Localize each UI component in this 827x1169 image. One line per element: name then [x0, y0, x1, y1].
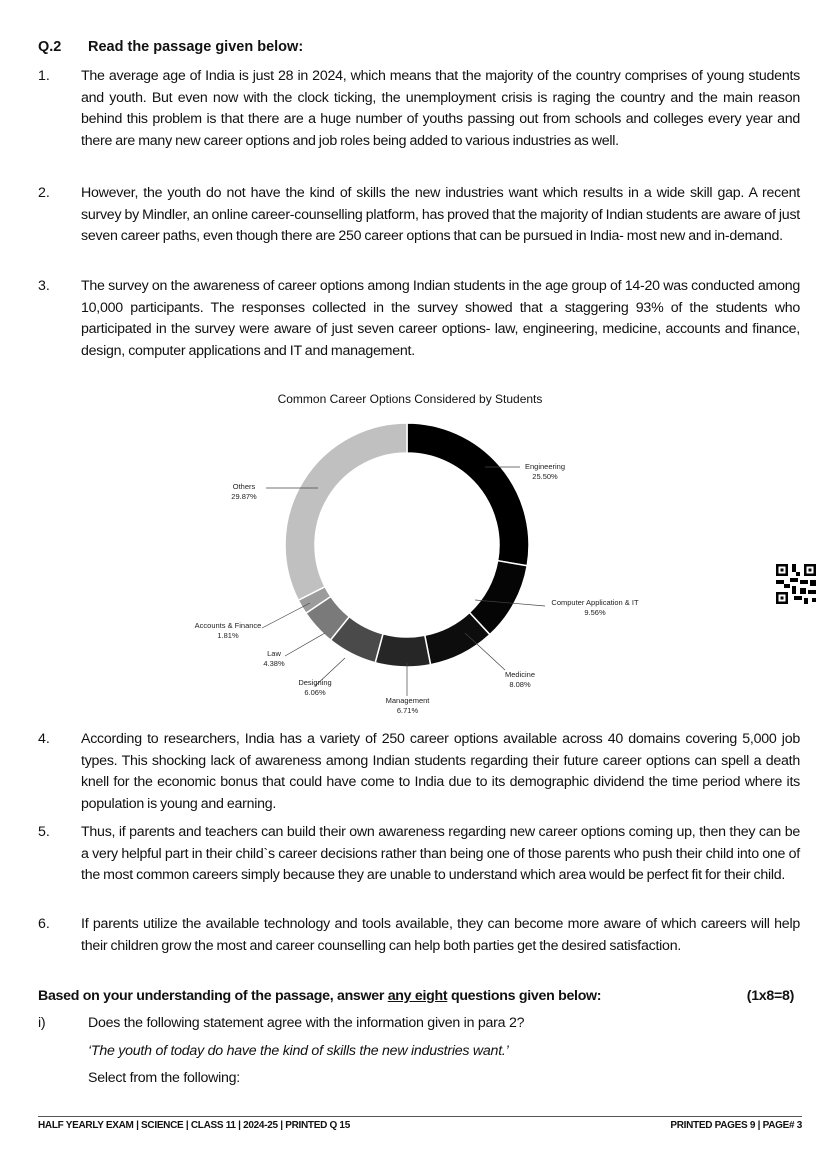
- paragraph-3: [38, 276, 800, 362]
- paragraph-number: 2.: [38, 185, 50, 201]
- question-number: Q.2: [38, 39, 62, 55]
- marks: (1x8=8): [746, 988, 794, 1004]
- chart-title: Common Career Options Considered by Students: [277, 392, 543, 406]
- label-management: Management 6.71%: [385, 696, 430, 715]
- sub-question-number: i): [38, 1015, 46, 1031]
- paragraph-number: 5.: [38, 824, 50, 840]
- emphasis-any-eight: any eight: [387, 988, 448, 1004]
- question-title: Read the passage given below:: [88, 39, 304, 55]
- paragraph-text: The survey on the awareness of career options among Indian students in the age group of 14-20 was conducted among 10,000 participants. The responses collected in the survey showed that a staggering 93% of the students who participated in the survey were aware of just seven career options- law, engineering, medicine, accounts and finance, design, computer applications and IT and management.: [81, 278, 800, 359]
- donut-segment: [407, 423, 529, 566]
- instructions: Based on your understanding of the passage, answer any eight questions given below: (1x8=8): [38, 988, 794, 1004]
- footer-left: HALF YEARLY EXAM | SCIENCE | CLASS 11 | 2024-25 | PRINTED Q 15: [38, 1120, 350, 1131]
- paragraph-number: 3.: [38, 278, 50, 294]
- sub-question-quote-row: [38, 1043, 798, 1059]
- paragraph-text: According to researchers, India has a variety of 250 career options available across 40 domains covering 5,000 job types. This shocking lack of awareness among Indian students regarding their future career options can spell a death knell for the economic bonus that could have come to India due to its demographic dividend the time period where its population is young and earning.: [81, 731, 800, 812]
- donut-segment: [285, 423, 407, 600]
- paragraph-text: The average age of India is just 28 in 2024, which means that the majority of the country comprises of young students and youth. But even now with the clock ticking, the unemployment crisis is raging the country and the main reason behind this problem is that there are a huge number of youths passing out from schools and colleges every year and there are many new career options and job roles being added to various industries as well.: [81, 68, 800, 149]
- donut-svg: [170, 388, 650, 723]
- qr-code-icon: [776, 564, 816, 604]
- sub-question-prompt-row: [38, 1070, 798, 1086]
- paragraph-6: [38, 914, 800, 957]
- question-heading: [38, 39, 303, 55]
- paragraph-4: [38, 729, 800, 815]
- paragraph-2: [38, 183, 800, 248]
- leader-line: [262, 603, 310, 628]
- label-computer-app: Computer Application & IT 9.56%: [551, 598, 639, 617]
- donut-segment: [375, 634, 430, 667]
- footer: [38, 1120, 802, 1131]
- donut-chart: [170, 388, 650, 723]
- paragraph-text: If parents utilize the available technology and tools available, they can become more aware of which careers will help their children grow the most and career counselling can help both parties get the desired satisfaction.: [81, 916, 800, 954]
- paragraph-number: 4.: [38, 731, 50, 747]
- sub-question-prompt: Select from the following:: [88, 1070, 241, 1086]
- sub-question-quote: ‘The youth of today do have the kind of skills the new industries want.’: [88, 1043, 509, 1059]
- paragraph-text: Thus, if parents and teachers can build their own awareness regarding new career options coming up, then they can be a very helpful part in their child`s career decisions rather than being one of those parents who push their child into one of the most common careers simply because they are unable to understand which area would be perfect fit for their child.: [81, 824, 800, 884]
- label-designing: Designing 6.06%: [298, 678, 332, 697]
- paragraph-text: However, the youth do not have the kind of skills the new industries want which results in a wide skill gap. A recent survey by Mindler, an online career-counselling platform, has proved that the majority of Indian students are aware of just seven career paths, even though there are 250 career options that can be pursued in India- most new and in-demand.: [81, 185, 800, 245]
- label-engineering: Engineering 25.50%: [524, 462, 566, 481]
- label-medicine: Medicine 8.08%: [504, 670, 535, 689]
- label-others: Others 29.87%: [231, 482, 257, 501]
- footer-right: PRINTED PAGES 9 | PAGE# 3: [670, 1120, 802, 1131]
- paragraph-number: 6.: [38, 916, 50, 932]
- label-law: Law 4.38%: [263, 649, 285, 668]
- paragraph-1: [38, 66, 800, 152]
- sub-question-i: [38, 1015, 798, 1031]
- footer-divider: [38, 1116, 802, 1117]
- paragraph-number: 1.: [38, 68, 50, 84]
- sub-question-text: Does the following statement agree with the information given in para 2?: [88, 1015, 525, 1031]
- paragraph-5: [38, 822, 800, 887]
- label-accounts: Accounts & Finance 1.81%: [194, 621, 262, 640]
